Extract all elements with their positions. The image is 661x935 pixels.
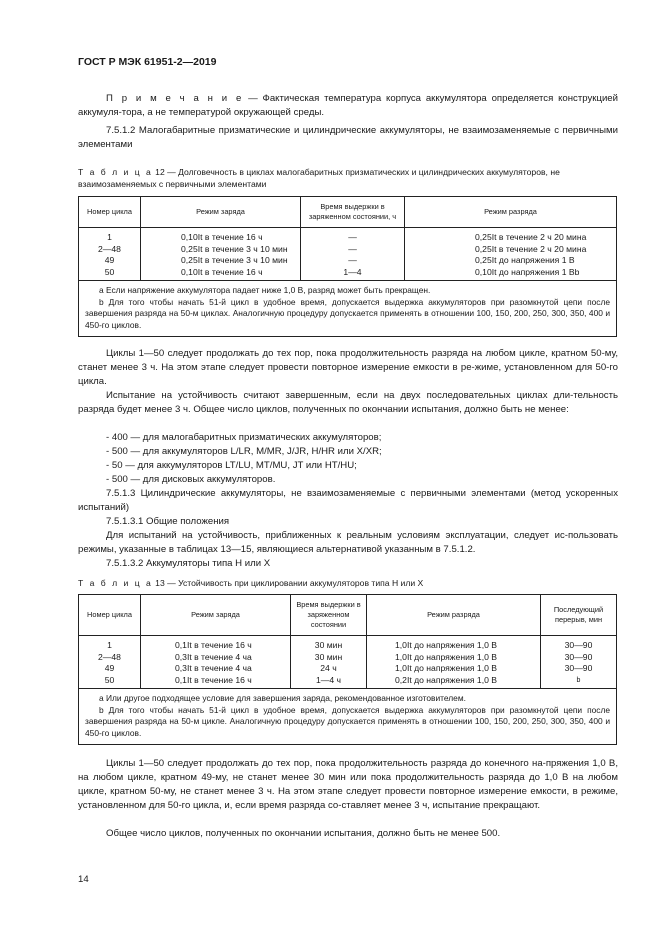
section-7-5-1-2: 7.5.1.2 Малогабаритные призматические и цилиндрические аккумуляторы, не взаимозаменяемые с первичными элементами (78, 125, 618, 150)
table13-notes (79, 689, 617, 745)
table12-header-discharge: Режим разряда (405, 197, 617, 228)
table12-body-row (79, 228, 617, 281)
table12-header-row (79, 197, 617, 228)
list-item: - 400 — для малогабаритных призматических аккумуляторов; (106, 432, 382, 443)
table13-header-cycle: Номер цикла (79, 595, 141, 636)
page-number: 14 (78, 874, 89, 885)
table-12 (78, 196, 617, 337)
table-cell: 0,25It в течение 3 ч 10 мин (181, 243, 288, 254)
note-text: — Фактическая температура корпуса аккумулятора определяется конструкцией аккумуля-тора, а не температурой окружающей среды. (78, 93, 618, 118)
table13-notes-row (79, 689, 617, 745)
list-item: - 50 — для аккумуляторов LT/LU, MT/MU, JT или HT/HU; (106, 460, 357, 471)
cycle-count-list (106, 431, 382, 487)
table-cell: 0,25It в течение 2 ч 20 минa (475, 243, 587, 254)
table-cell: 30—90 (564, 651, 593, 662)
table-cell: 0,10It в течение 16 ч (181, 232, 263, 242)
table12-header-charge: Режим заряда (141, 197, 301, 228)
table13-header-charge: Режим заряда (141, 595, 291, 636)
table12-notes-row (79, 281, 617, 337)
table13-col-pause (541, 636, 617, 689)
table12-note-a: a Если напряжение аккумулятора падает ниже 1,0 В, разряд может быть прекращен. (99, 285, 431, 295)
table13-col-rest (291, 636, 367, 689)
table-cell: 1,0It до напряжения 1,0 В (395, 651, 497, 662)
table12-caption-label: Т а б л и ц а (78, 167, 153, 177)
table12-col-charge (141, 228, 301, 281)
list-item: - 500 — для дисковых аккумуляторов. (106, 474, 276, 485)
table13-header-discharge: Режим разряда (367, 595, 541, 636)
paragraph-1: Циклы 1—50 следует продолжать до тех пор, пока продолжительность разряда на любом цикле, кратном 50-му, станет менее 3 ч. На этом этапе следует провести повторное измерение емкости в ре-жиме, установленном для 50-го цикла. (78, 348, 618, 387)
table12-caption-text: 12 — Долговечность в циклах малогабаритных призматических и цилиндрических аккумуляторов, не взаимозаменяемых с первичными элементами (78, 167, 560, 189)
paragraph-2: Испытание на устойчивость считают завершенным, если на двух последовательных циклах дли-тельность разряда будет менее 3 ч. Общее число циклов, полученных по окончании испытания, должно быть не менее: (78, 390, 618, 415)
table13-note-a: a Или другое подходящее условие для завершения заряда, рекомендованное изготовителем. (99, 693, 466, 703)
section-7-5-1-3-1: 7.5.1.3.1 Общие положения (106, 516, 230, 527)
table-cell: 49 (104, 255, 115, 265)
table-cell: 1—4 ч (315, 674, 342, 685)
table-cell: 0,10It до напряжения 1 Вb (475, 266, 580, 277)
table-cell: 2—48 (98, 243, 121, 254)
table12-col-rest (301, 228, 405, 281)
table-cell: 50 (104, 674, 115, 685)
table-cell: 1,0It до напряжения 1,0 В (395, 663, 497, 673)
table12-caption (78, 166, 618, 190)
table-cell: 30—90 (564, 640, 593, 650)
table-cell: 0,25It в течение 3 ч 10 мин (181, 255, 288, 265)
table13-header-pause: Последующий перерыв, мин (541, 595, 617, 636)
table-cell: — (348, 255, 357, 265)
table13-header-row (79, 595, 617, 636)
note-label: П р и м е ч а н и е (106, 93, 244, 104)
section-7-5-1-3: 7.5.1.3 Цилиндрические аккумуляторы, не взаимозаменяемые с первичными элементами (метод ускоренных испытаний) (78, 488, 618, 513)
table-cell: 1 (107, 232, 112, 242)
table-cell: 30 мин (314, 651, 343, 662)
table12-header-rest: Время выдержки в заряженном состоянии, ч (301, 197, 405, 228)
table-cell: 49 (104, 663, 115, 673)
table-cell: 0,10It в течение 16 ч (181, 266, 263, 277)
note-paragraph (78, 92, 618, 120)
paragraph-4: Циклы 1—50 следует продолжать до тех пор, пока продолжительность разряда до конечного на-пряжения 1,0 В, на любом цикле, кратном 49-му, не станет менее 30 мин или пока продолжительность разряда до 1,0 В на любом цикле, кратном 50-му, не станет менее 3 ч. На этом этапе следует провести повторное измерение емкости, в режиме, установленном для 50-го цикла, и, если время разряда со-ставляет менее 3 ч, испытание прекращают. (78, 758, 618, 811)
table-cell: 0,1It в течение 16 ч (175, 640, 252, 650)
table-cell: 1—4 (343, 266, 362, 277)
table-cell: 0,3It в течение 4 чa (175, 663, 252, 673)
table-cell: 50 (104, 266, 115, 277)
table-13 (78, 594, 617, 745)
list-item: - 500 — для аккумуляторов L/LR, M/MR, J/JR, H/HR или X/XR; (106, 446, 382, 457)
table-cell: — (348, 243, 357, 254)
paragraph-3: Для испытаний на устойчивость, приближенных к реальным условиям эксплуатации, следует ис-пользовать режимы, указанные в таблицах 13—15, являющиеся альтернативой указанным в 7.5.1.2. (78, 530, 618, 555)
paragraph-5: Общее число циклов, полученных по окончании испытания, должно быть не менее 500. (106, 828, 501, 839)
table12-col-discharge (405, 228, 617, 281)
table13-caption (78, 577, 618, 589)
table-cell: 0,25It в течение 2 ч 20 минa (475, 232, 587, 242)
table13-note-b: b Для того чтобы начать 51-й цикл в удобное время, допускается выдержка аккумуляторов при разомкнутой цепи после завершения разряда на 50-м цикле. Аналогичную процедуру допускается применять в отношении 100, 150, 200, 250, 300, 350, 400 и 450-го циклов. (85, 704, 610, 738)
table-cell: b (576, 676, 581, 684)
section-7-5-1-3-2: 7.5.1.3.2 Аккумуляторы типа Н или X (106, 558, 271, 569)
table-cell: 0,25It до напряжения 1 В (475, 255, 575, 265)
table-cell: 0,2It до напряжения 1,0 В (395, 674, 497, 685)
table12-col-cycle (79, 228, 141, 281)
table-cell: 30 мин (314, 640, 343, 650)
table-cell: 1 (107, 640, 112, 650)
table12-note-b: b Для того чтобы начать 51-й цикл в удобное время, допускается выдержка аккумуляторов при разомкнутой цепи после завершения разряда на 50-м циклах. Аналогичную процедуру допускается применять в отношении 100, 150, 200, 250, 300, 350, 400 и 450-го циклов. (85, 296, 610, 330)
table-cell: 2—48 (98, 651, 121, 662)
table13-header-rest: Время выдержки в заряженном состоянии (291, 595, 367, 636)
table13-body-row (79, 636, 617, 689)
table-cell: 0,3It в течение 4 чa (175, 651, 252, 662)
table12-header-cycle: Номер цикла (79, 197, 141, 228)
table13-col-charge (141, 636, 291, 689)
table-cell: — (348, 232, 357, 242)
table-cell: 1,0It до напряжения 1,0 В (395, 640, 497, 650)
table12-notes (79, 281, 617, 337)
table13-col-discharge (367, 636, 541, 689)
table13-caption-label: Т а б л и ц а (78, 578, 153, 588)
document-header: ГОСТ Р МЭК 61951-2—2019 (78, 56, 217, 68)
table-cell: 30—90 (564, 663, 593, 673)
table13-caption-text: 13 — Устойчивость при циклировании аккумуляторов типа Н или X (152, 578, 424, 588)
table13-col-cycle (79, 636, 141, 689)
table-cell: 0,1It в течение 16 ч (175, 674, 252, 685)
table-cell: 24 ч (320, 663, 337, 673)
